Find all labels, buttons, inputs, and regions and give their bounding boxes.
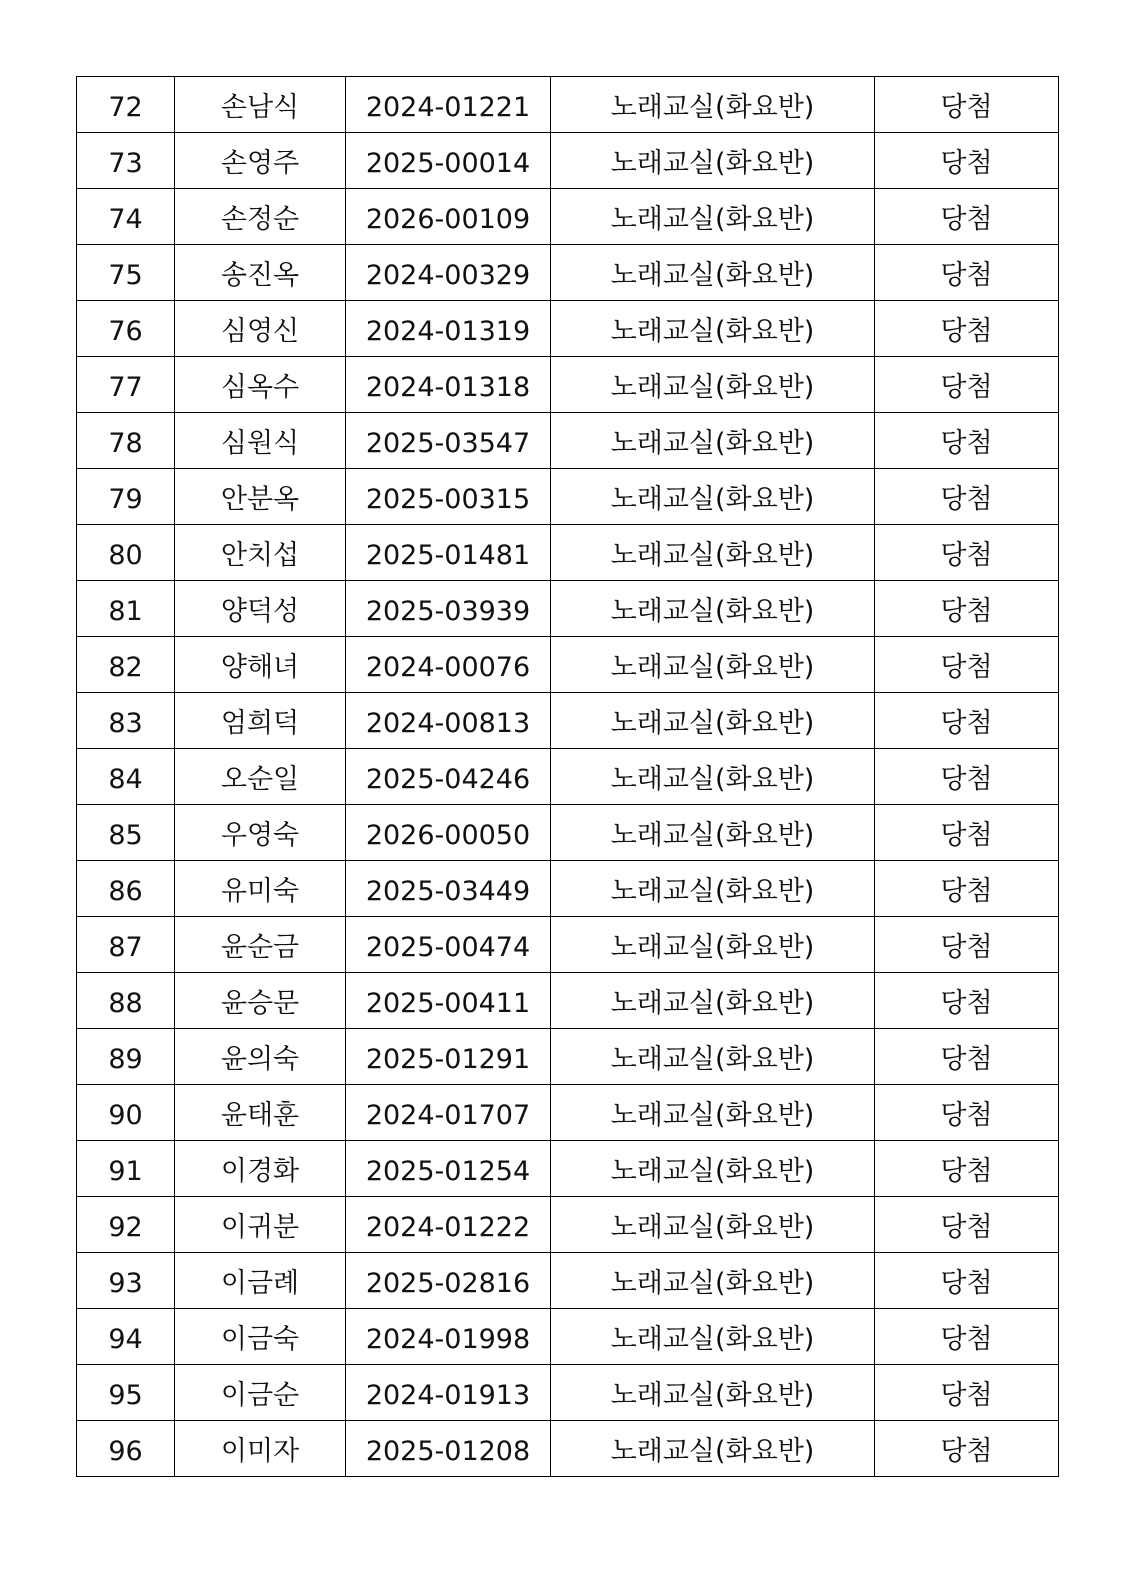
applicant-name-cell: 이금례	[175, 1253, 346, 1309]
table-row	[77, 1421, 1059, 1477]
row-number-cell: 91	[77, 1141, 175, 1197]
class-name-cell: 노래교실(화요반)	[551, 581, 875, 637]
class-name-cell: 노래교실(화요반)	[551, 805, 875, 861]
applicant-name-cell: 유미숙	[175, 861, 346, 917]
applicant-name-cell: 손정순	[175, 189, 346, 245]
result-status-cell: 당첨	[875, 1029, 1059, 1085]
class-name-cell: 노래교실(화요반)	[551, 917, 875, 973]
row-number-cell: 80	[77, 525, 175, 581]
row-number-cell: 90	[77, 1085, 175, 1141]
class-name-cell: 노래교실(화요반)	[551, 1421, 875, 1477]
member-id-cell: 2025-01291	[346, 1029, 551, 1085]
member-id-cell: 2026-00050	[346, 805, 551, 861]
result-status-cell: 당첨	[875, 861, 1059, 917]
row-number-cell: 86	[77, 861, 175, 917]
class-name-cell: 노래교실(화요반)	[551, 1029, 875, 1085]
member-id-cell: 2024-01318	[346, 357, 551, 413]
applicant-name-cell: 엄희덕	[175, 693, 346, 749]
table-row	[77, 805, 1059, 861]
table-row	[77, 469, 1059, 525]
result-status-cell: 당첨	[875, 1365, 1059, 1421]
table-row	[77, 189, 1059, 245]
result-status-cell: 당첨	[875, 1253, 1059, 1309]
row-number-cell: 78	[77, 413, 175, 469]
result-status-cell: 당첨	[875, 917, 1059, 973]
member-id-cell: 2024-00813	[346, 693, 551, 749]
applicant-name-cell: 심원식	[175, 413, 346, 469]
table-row	[77, 581, 1059, 637]
applicant-name-cell: 손영주	[175, 133, 346, 189]
table-row	[77, 1365, 1059, 1421]
row-number-cell: 73	[77, 133, 175, 189]
class-name-cell: 노래교실(화요반)	[551, 77, 875, 133]
applicant-name-cell: 우영숙	[175, 805, 346, 861]
table-row	[77, 301, 1059, 357]
class-name-cell: 노래교실(화요반)	[551, 1141, 875, 1197]
result-status-cell: 당첨	[875, 245, 1059, 301]
row-number-cell: 95	[77, 1365, 175, 1421]
class-name-cell: 노래교실(화요반)	[551, 1309, 875, 1365]
row-number-cell: 89	[77, 1029, 175, 1085]
applicant-name-cell: 오순일	[175, 749, 346, 805]
row-number-cell: 82	[77, 637, 175, 693]
result-status-cell: 당첨	[875, 189, 1059, 245]
result-status-cell: 당첨	[875, 581, 1059, 637]
member-id-cell: 2025-01208	[346, 1421, 551, 1477]
result-status-cell: 당첨	[875, 301, 1059, 357]
result-status-cell: 당첨	[875, 805, 1059, 861]
table-row	[77, 1141, 1059, 1197]
applicant-name-cell: 윤태훈	[175, 1085, 346, 1141]
class-name-cell: 노래교실(화요반)	[551, 1085, 875, 1141]
applicant-name-cell: 이미자	[175, 1421, 346, 1477]
member-id-cell: 2024-01222	[346, 1197, 551, 1253]
table-row	[77, 749, 1059, 805]
row-number-cell: 76	[77, 301, 175, 357]
result-status-cell: 당첨	[875, 133, 1059, 189]
table-row	[77, 1197, 1059, 1253]
class-name-cell: 노래교실(화요반)	[551, 749, 875, 805]
row-number-cell: 84	[77, 749, 175, 805]
member-id-cell: 2024-01221	[346, 77, 551, 133]
winners-table-body	[77, 77, 1059, 1477]
table-row	[77, 1085, 1059, 1141]
result-status-cell: 당첨	[875, 1197, 1059, 1253]
applicant-name-cell: 양해녀	[175, 637, 346, 693]
result-status-cell: 당첨	[875, 413, 1059, 469]
row-number-cell: 94	[77, 1309, 175, 1365]
applicant-name-cell: 안치섭	[175, 525, 346, 581]
result-status-cell: 당첨	[875, 973, 1059, 1029]
member-id-cell: 2025-03939	[346, 581, 551, 637]
result-status-cell: 당첨	[875, 469, 1059, 525]
applicant-name-cell: 이금순	[175, 1365, 346, 1421]
table-row	[77, 1309, 1059, 1365]
class-name-cell: 노래교실(화요반)	[551, 973, 875, 1029]
applicant-name-cell: 이귀분	[175, 1197, 346, 1253]
row-number-cell: 81	[77, 581, 175, 637]
member-id-cell: 2024-01998	[346, 1309, 551, 1365]
table-row	[77, 525, 1059, 581]
table-row	[77, 413, 1059, 469]
applicant-name-cell: 윤의숙	[175, 1029, 346, 1085]
member-id-cell: 2025-04246	[346, 749, 551, 805]
row-number-cell: 92	[77, 1197, 175, 1253]
row-number-cell: 79	[77, 469, 175, 525]
table-row	[77, 861, 1059, 917]
result-status-cell: 당첨	[875, 749, 1059, 805]
class-name-cell: 노래교실(화요반)	[551, 693, 875, 749]
member-id-cell: 2025-01481	[346, 525, 551, 581]
row-number-cell: 88	[77, 973, 175, 1029]
class-name-cell: 노래교실(화요반)	[551, 301, 875, 357]
result-status-cell: 당첨	[875, 1309, 1059, 1365]
result-status-cell: 당첨	[875, 1141, 1059, 1197]
table-row	[77, 1253, 1059, 1309]
result-status-cell: 당첨	[875, 693, 1059, 749]
table-row	[77, 357, 1059, 413]
class-name-cell: 노래교실(화요반)	[551, 245, 875, 301]
member-id-cell: 2025-00014	[346, 133, 551, 189]
applicant-name-cell: 이경화	[175, 1141, 346, 1197]
table-row	[77, 637, 1059, 693]
row-number-cell: 83	[77, 693, 175, 749]
class-name-cell: 노래교실(화요반)	[551, 1365, 875, 1421]
result-status-cell: 당첨	[875, 637, 1059, 693]
member-id-cell: 2025-03449	[346, 861, 551, 917]
table-row	[77, 77, 1059, 133]
class-name-cell: 노래교실(화요반)	[551, 1197, 875, 1253]
class-name-cell: 노래교실(화요반)	[551, 525, 875, 581]
applicant-name-cell: 심옥수	[175, 357, 346, 413]
class-name-cell: 노래교실(화요반)	[551, 413, 875, 469]
class-name-cell: 노래교실(화요반)	[551, 189, 875, 245]
applicant-name-cell: 윤순금	[175, 917, 346, 973]
applicant-name-cell: 안분옥	[175, 469, 346, 525]
class-name-cell: 노래교실(화요반)	[551, 1253, 875, 1309]
table-row	[77, 917, 1059, 973]
row-number-cell: 75	[77, 245, 175, 301]
row-number-cell: 87	[77, 917, 175, 973]
member-id-cell: 2024-00329	[346, 245, 551, 301]
table-row	[77, 245, 1059, 301]
member-id-cell: 2024-01319	[346, 301, 551, 357]
applicant-name-cell: 송진옥	[175, 245, 346, 301]
result-status-cell: 당첨	[875, 1085, 1059, 1141]
row-number-cell: 96	[77, 1421, 175, 1477]
class-name-cell: 노래교실(화요반)	[551, 133, 875, 189]
row-number-cell: 74	[77, 189, 175, 245]
member-id-cell: 2025-00315	[346, 469, 551, 525]
class-name-cell: 노래교실(화요반)	[551, 861, 875, 917]
member-id-cell: 2024-01707	[346, 1085, 551, 1141]
result-status-cell: 당첨	[875, 357, 1059, 413]
table-row	[77, 973, 1059, 1029]
member-id-cell: 2025-01254	[346, 1141, 551, 1197]
applicant-name-cell: 양덕성	[175, 581, 346, 637]
applicant-name-cell: 손남식	[175, 77, 346, 133]
result-status-cell: 당첨	[875, 1421, 1059, 1477]
member-id-cell: 2024-01913	[346, 1365, 551, 1421]
member-id-cell: 2025-00474	[346, 917, 551, 973]
member-id-cell: 2025-02816	[346, 1253, 551, 1309]
table-row	[77, 1029, 1059, 1085]
class-name-cell: 노래교실(화요반)	[551, 469, 875, 525]
row-number-cell: 72	[77, 77, 175, 133]
member-id-cell: 2025-03547	[346, 413, 551, 469]
class-name-cell: 노래교실(화요반)	[551, 357, 875, 413]
result-status-cell: 당첨	[875, 525, 1059, 581]
class-name-cell: 노래교실(화요반)	[551, 637, 875, 693]
winners-table	[76, 76, 1059, 1477]
row-number-cell: 93	[77, 1253, 175, 1309]
applicant-name-cell: 윤승문	[175, 973, 346, 1029]
row-number-cell: 77	[77, 357, 175, 413]
applicant-name-cell: 심영신	[175, 301, 346, 357]
member-id-cell: 2025-00411	[346, 973, 551, 1029]
table-row	[77, 693, 1059, 749]
member-id-cell: 2024-00076	[346, 637, 551, 693]
table-row	[77, 133, 1059, 189]
member-id-cell: 2026-00109	[346, 189, 551, 245]
row-number-cell: 85	[77, 805, 175, 861]
result-status-cell: 당첨	[875, 77, 1059, 133]
applicant-name-cell: 이금숙	[175, 1309, 346, 1365]
